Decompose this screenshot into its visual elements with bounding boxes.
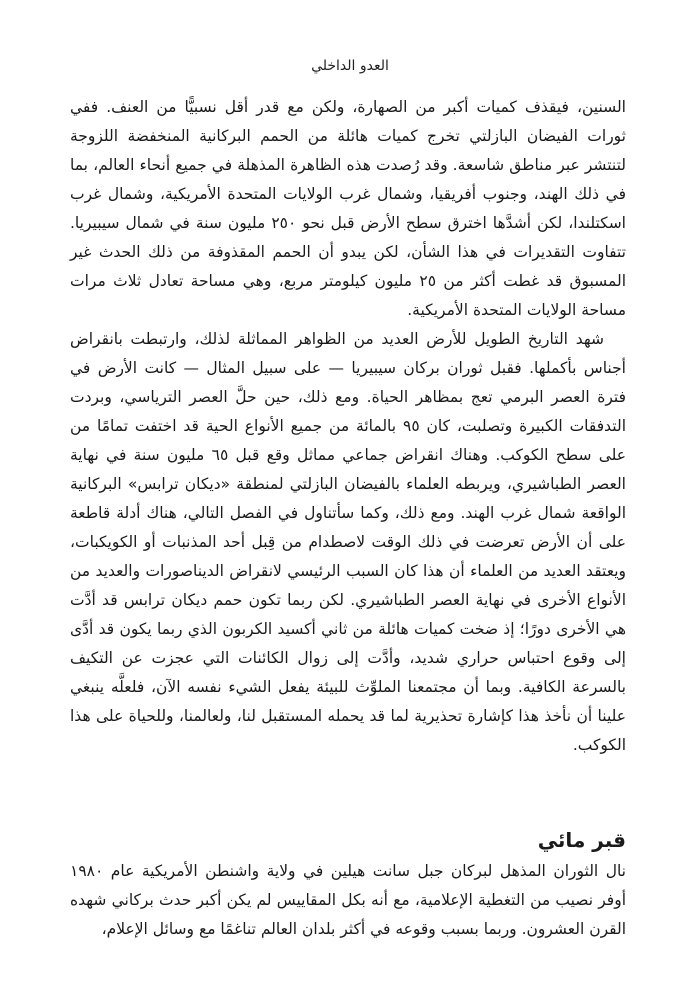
section-heading: قبر مائي xyxy=(537,828,626,852)
paragraph-1: السنين، فيقذف كميات أكبر من الصهارة، ولكن مع قدر أقل نسبيًّا من العنف. ففي ثورات الفيضان البازلتي تخرج كميات هائلة من الحمم البركانية المنخفضة اللزوجة لتنتشر عبر مناطق شاسعة. وقد رُصدت هذه الظاهرة المذهلة في جميع أنحاء العالم، بما في ذلك الهند، وجنوب أفريقيا، وشمال غرب الولايات المتحدة الأمريكية، وشمال غرب اسكتلندا، لكن أشدَّها اخترق سطح الأرض قبل نحو ٢٥٠ مليون سنة في شمال سيبيريا. تتفاوت التقديرات في هذا الشأن، لكن يبدو أن الحمم المقذوفة من ذلك الحدث غير المسبوق قد غطت أكثر من ٢٥ مليون كيلومتر مربع، وهي مساحة تعادل ثلاث مرات مساحة الولايات المتحدة الأمريكية. xyxy=(70,98,626,319)
body-text xyxy=(70,93,626,760)
running-header-title: العدو الداخلي xyxy=(311,58,389,74)
section-paragraph: نال الثوران المذهل لبركان جبل سانت هيلين في ولاية واشنطن الأمريكية عام ١٩٨٠ أوفر نصيب من التغطية الإعلامية، مع أنه بكل المقاييس لم يكن أكبر حدث بركاني شهده القرن العشرون. وربما بسبب وقوعه في أكثر بلدان العالم تناغمًا مع وسائل الإعلام، xyxy=(70,862,626,938)
section-body xyxy=(70,857,626,944)
paragraph-2: شهد التاريخ الطويل للأرض العديد من الظواهر المماثلة لذلك، وارتبطت بانقراض أجناس بأكملها. فقبل ثوران بركان سيبيريا — على سبيل المثال — كانت الأرض في فترة العصر البرمي تعج بمظاهر الحياة. ومع ذلك، حين حلَّ العصر الترياسي، وبردت التدفقات الكبيرة وتصلبت، كان ٩٥ بالمائة من جميع الأنواع الحية قد اختفت تمامًا من على سطح الكوكب. وهناك انقراض جماعي مماثل وقع قبل ٦٥ مليون سنة في نهاية العصر الطباشيري، ويربطه العلماء بالفيضان البازلتي لمنطقة «ديكان ترابس» البركانية الواقعة شمال غرب الهند. ومع ذلك، وكما سأتناول في الفصل التالي، هناك أدلة قاطعة على أن الأرض تعرضت في ذلك الوقت لاصطدام من قِبل أحد المذنبات أو الكويكبات، ويعتقد العديد من العلماء أن هذا كان السبب الرئيسي لانقراض الديناصورات والعديد من الأنواع الأخرى في نهاية العصر الطباشيري. لكن ربما تكون حمم ديكان ترابس قد أدَّت هي الأخرى دورًا؛ إذ ضخت كميات هائلة من ثاني أكسيد الكربون الذي ربما يكون قد أدَّى إلى وقوع احتباس حراري شديد، وأدَّت إلى زوال الكائنات التي عجزت عن التكيف بالسرعة الكافية. وبما أن مجتمعنا الملوِّث للبيئة يفعل الشيء نفسه الآن، فلعلَّه ينبغي علينا أن نأخذ هذا كإشارة تحذيرية لما قد يحمله المستقبل لنا، ولعالمنا، وللحياة على هذا الكوكب. xyxy=(70,330,626,754)
